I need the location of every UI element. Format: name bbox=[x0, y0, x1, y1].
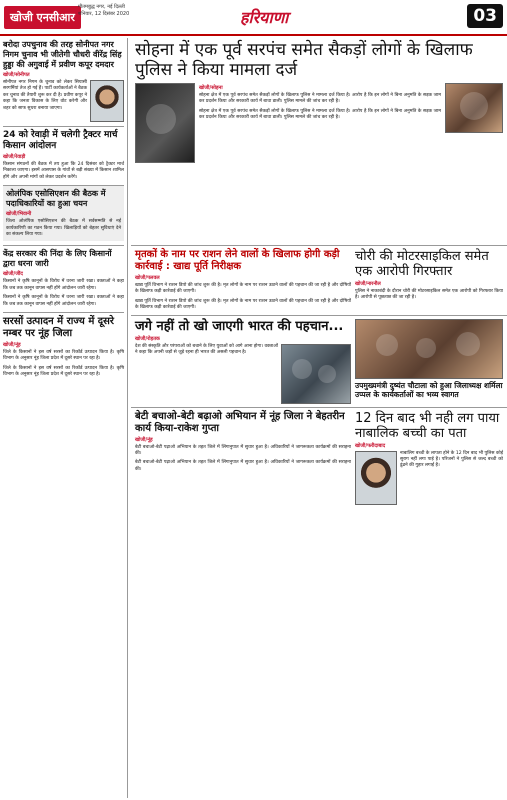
story-byline: खोजी/रेवाड़ी bbox=[3, 154, 26, 160]
story-byline: खोजी/नारनौल bbox=[355, 281, 381, 287]
story-byline: खोजी/फरीदाबाद bbox=[355, 442, 386, 449]
lead-body: सोहना क्षेत्र में एक पूर्व सरपंच समेत सैकड़ों लोगों के खिलाफ पुलिस ने मामला दर्ज किया है। आरोप है कि इन लोगों ने बिना अनुमति के सड़क जाम कर प्रदर्शन किया और सरकारी कार्य में बाधा डाली। पुलिस मामले की जांच कर रही है। bbox=[199, 93, 441, 105]
story-body-continued: जिले के किसानों ने इस वर्ष सरसों का रिकॉर्ड उत्पादन किया है। कृषि विभाग के अनुसार नूंह जिला प्रदेश में दूसरे स्थान पर रहा है। bbox=[3, 365, 124, 378]
lead-photo bbox=[135, 83, 195, 163]
masthead-meta bbox=[78, 4, 129, 18]
story-headline: उपमुख्यमंत्री दुष्यंत चौटाला को हुआ जिलाध्यक्ष शर्मिला उप्पल के कार्यकर्ताओं का भव्य स्वागत bbox=[355, 380, 503, 399]
gathering-photo bbox=[355, 319, 503, 379]
story-body-continued: बेटी बचाओ-बेटी पढ़ाओ अभियान के तहत जिले में लिंगानुपात में सुधार हुआ है। अधिकारियों ने जागरूकता कार्यक्रमों की सराहना की। bbox=[135, 460, 351, 472]
story-olympic bbox=[3, 185, 124, 241]
story-body: किसान संगठनों की बैठक में तय हुआ कि 24 दिसंबर को ट्रैक्टर मार्च निकाला जाएगा। इसमें आसपास के गांवों से बड़ी संख्या में किसान शामिल होंगे और अपनी मांगों को लेकर प्रदर्शन करेंगे। bbox=[3, 162, 124, 180]
story-body-continued: किसानों ने कृषि कानूनों के विरोध में धरना जारी रखा। वक्ताओं ने कहा कि जब तक कानून वापस नहीं होंगे आंदोलन जारी रहेगा। bbox=[3, 295, 124, 307]
main-area bbox=[131, 38, 507, 798]
story-byline: खोजी/पलवल bbox=[135, 275, 160, 281]
event-photo bbox=[281, 344, 351, 404]
story-body: पुलिस ने नाकाबंदी के दौरान चोरी की मोटरसाइकिल समेत एक आरोपी को गिरफ्तार किया है। आरोपी से पूछताछ की जा रही है। bbox=[355, 289, 503, 301]
story-headline: बरोदा उपचुनाव की तरह सोनीपत नगर निगम चुनाव भी जीतेगी चौधरी वीरेंद्र सिंह हुड्डा की अगुवाई में प्रवीण कपूर दमदार bbox=[3, 40, 122, 69]
child-photo bbox=[355, 451, 397, 505]
story-headline: सरसों उत्पादन में राज्य में दूसरे नम्बर पर नूंह जिला bbox=[3, 316, 114, 340]
lead-byline: खोजी/सोहना bbox=[199, 85, 223, 91]
story-byline: खोजी/नूंह bbox=[3, 342, 21, 349]
portrait-photo bbox=[90, 80, 124, 122]
story-deputy-cm bbox=[355, 319, 503, 404]
lead-photo-2 bbox=[445, 83, 503, 133]
story-byline: खोजी/भिवानी bbox=[6, 211, 32, 218]
story-headline: जगे नहीं तो खो जाएगी भारत की पहचान... bbox=[135, 318, 344, 334]
page-number: 03 bbox=[467, 4, 503, 28]
story-headline: केंद्र सरकार की निंदा के लिए किसानों द्वारा धरना जारी bbox=[3, 249, 112, 269]
story-ration bbox=[135, 249, 351, 312]
story-missing-child bbox=[355, 411, 503, 505]
story-farmers bbox=[3, 245, 124, 308]
story-tractor-march bbox=[3, 126, 124, 181]
lead-body-continued: सोहना क्षेत्र में एक पूर्व सरपंच समेत सैकड़ों लोगों के खिलाफ पुलिस ने मामला दर्ज किया है। आरोप है कि इन लोगों ने बिना अनुमति के सड़क जाम कर प्रदर्शन किया और सरकारी कार्य में बाधा डाली। पुलिस मामले की जांच कर रही है। bbox=[199, 108, 441, 121]
left-column bbox=[0, 38, 128, 798]
story-body-continued: खाद्य पूर्ति विभाग ने राशन डिपो की जांच शुरू की है। मृत लोगों के नाम पर राशन उठाने वालों की पहचान की जा रही है और दोषियों के खिलाफ कड़ी कार्रवाई की जाएगी। bbox=[135, 298, 351, 311]
story-byline: खोजी/जींद bbox=[3, 271, 23, 278]
story-sonipat bbox=[3, 40, 124, 122]
masthead-meta-line1: गौतमबुद्ध नगर, नई दिल्ली bbox=[78, 4, 125, 10]
story-jage bbox=[135, 319, 351, 404]
lead-story bbox=[131, 38, 507, 245]
story-beti-bachao bbox=[135, 411, 351, 505]
masthead bbox=[0, 0, 507, 36]
story-byline: खोजी/सोनीपत bbox=[3, 72, 30, 78]
story-body: जिले के किसानों ने इस वर्ष सरसों का रिकॉर्ड उत्पादन किया है। कृषि विभाग के अनुसार नूंह जिला प्रदेश में दूसरे स्थान पर रहा है। bbox=[3, 350, 124, 362]
section-title: हरियाणा bbox=[240, 8, 289, 27]
story-headline: बेटी बचाओ-बेटी बढ़ाओ अभियान में नूंह जिला ने बेहतरीन कार्य किया-राकेश गुप्ता bbox=[135, 410, 345, 434]
story-bike-theft bbox=[355, 249, 503, 312]
story-headline: ओलंपिक एसोसिएशन की बैठक में पदाधिकारियों का हुआ चयन bbox=[6, 189, 106, 209]
masthead-meta-line2: शनिवार, 12 दिसंबर 2020 bbox=[78, 11, 130, 17]
story-body: सोनीपत नगर निगम के चुनाव को लेकर सियासी सरगर्मियां तेज हो गई हैं। पार्टी कार्यकर्ताओं ने बैठक कर चुनाव की तैयारी शुरू कर दी है। प्रवीण कपूर ने कहा कि जनता विकास के लिए वोट करेगी और शहर को साफ सुथरा बनाया जाएगा। bbox=[3, 80, 87, 111]
masthead-logo: खोजी एनसीआर bbox=[4, 6, 81, 29]
story-body: नाबालिग बच्ची के लापता होने के 12 दिन बाद भी पुलिस कोई सुराग नहीं लगा पाई है। परिजनों ने पुलिस से जल्द बच्ची को ढूंढने की गुहार लगाई है। bbox=[400, 450, 503, 469]
story-mustard bbox=[3, 312, 124, 379]
story-headline: मृतकों के नाम पर राशन लेने वालों के खिलाफ होगी कड़ी कार्रवाई : खाद्य पूर्ति निरीक्षक bbox=[135, 249, 340, 272]
story-headline: 24 को रेवाड़ी में चलेगी ट्रैक्टर मार्च किसान आंदोलन bbox=[3, 130, 118, 151]
lead-headline: सोहना में एक पूर्व सरपंच समेत सैकड़ों लोगों के खिलाफ पुलिस ने किया मामला दर्ज bbox=[135, 40, 473, 80]
story-byline: खोजी/नूंह bbox=[135, 436, 153, 443]
story-body: खाद्य पूर्ति विभाग ने राशन डिपो की जांच शुरू की है। मृत लोगों के नाम पर राशन उठाने वालों की पहचान की जा रही है और दोषियों के खिलाफ कड़ी कार्रवाई की जाएगी। bbox=[135, 283, 351, 295]
story-byline: खोजी/रोहतक bbox=[135, 335, 160, 342]
story-body: देश की संस्कृति और परंपराओं को बचाने के लिए युवाओं को आगे आना होगा। वक्ताओं ने कहा कि अपनी जड़ों से जुड़े रहना ही भारत की असली पहचान है। bbox=[135, 343, 278, 356]
story-body: किसानों ने कृषि कानूनों के विरोध में धरना जारी रखा। वक्ताओं ने कहा कि जब तक कानून वापस नहीं होंगे आंदोलन जारी रहेगा। bbox=[3, 279, 124, 291]
story-headline: चोरी की मोटरसाइकिल समेत एक आरोपी गिरफ्तार bbox=[355, 249, 489, 279]
story-headline: 12 दिन बाद भी नही लग पाया नाबालिक बच्ची का पता bbox=[355, 410, 500, 441]
story-body: बेटी बचाओ-बेटी पढ़ाओ अभियान के तहत जिले में लिंगानुपात में सुधार हुआ है। अधिकारियों ने जागरूकता कार्यक्रमों की सराहना की। bbox=[135, 444, 351, 457]
story-body: जिला ओलंपिक एसोसिएशन की बैठक में सर्वसम्मति से नई कार्यकारिणी का गठन किया गया। खिलाड़ियों को बेहतर सुविधाएं देने का संकल्प लिया गया। bbox=[6, 219, 121, 238]
